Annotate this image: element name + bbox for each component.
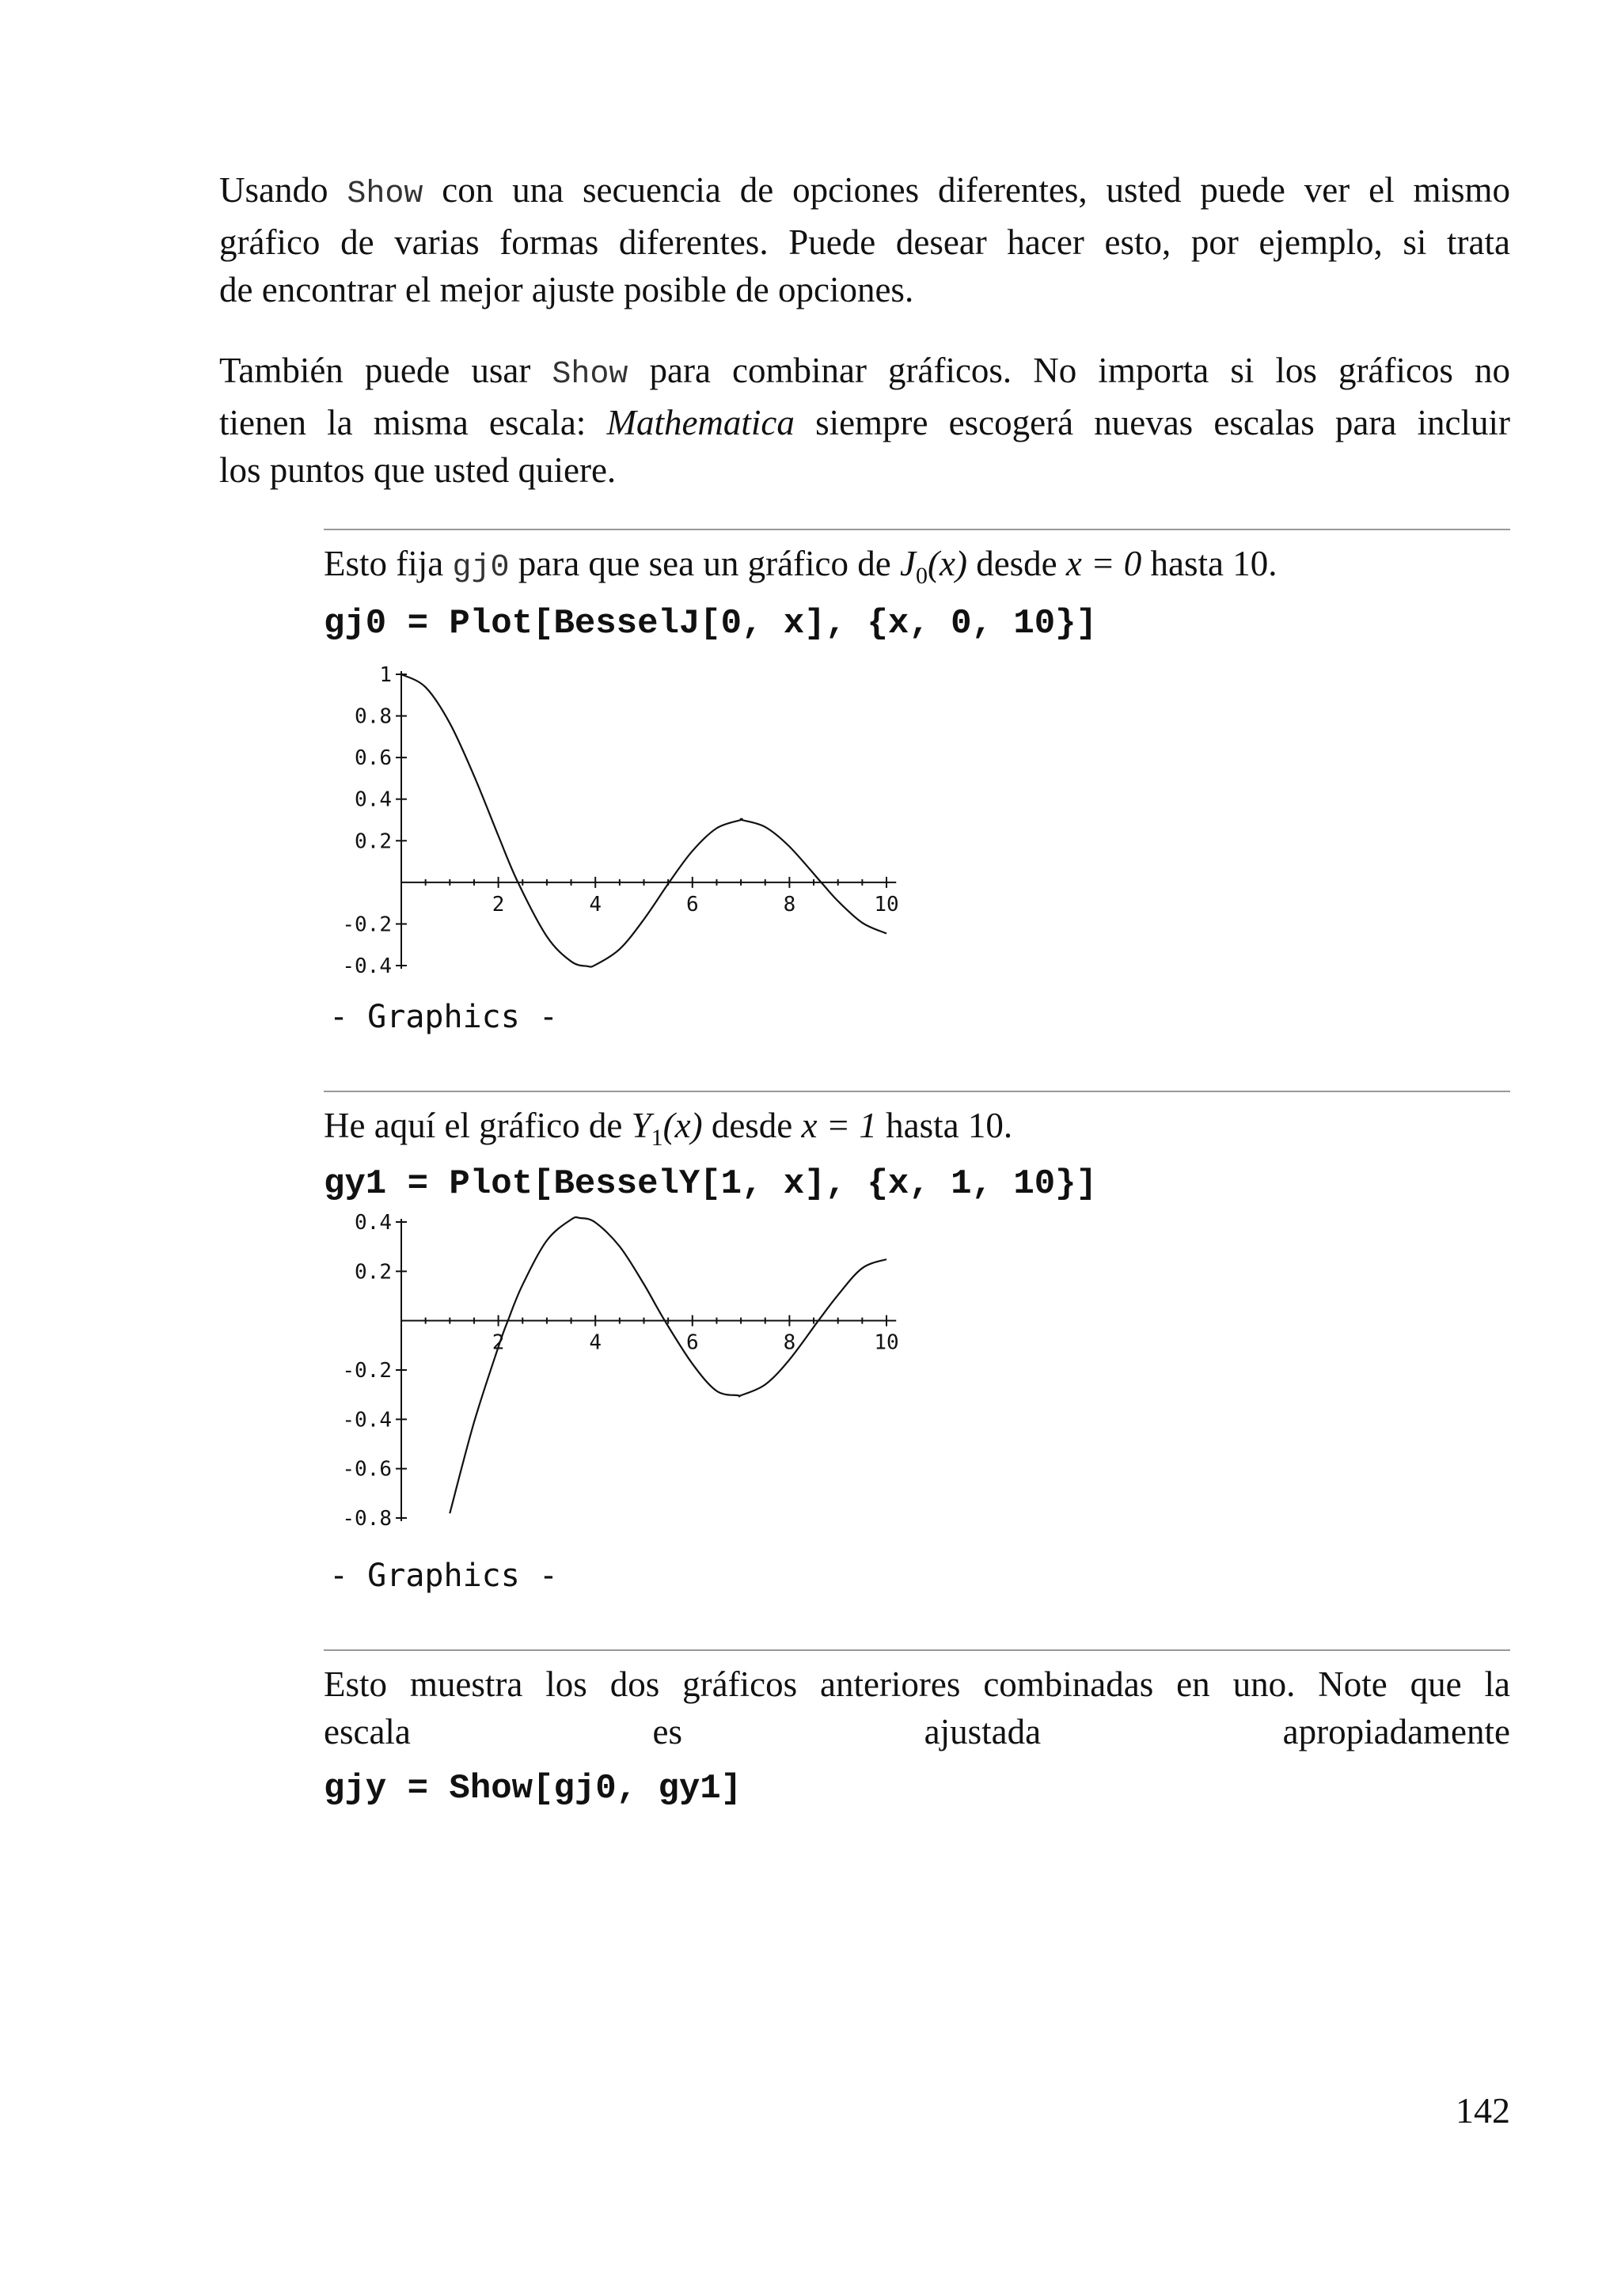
x-tick-label: 10 bbox=[874, 1330, 899, 1355]
cell-3-text bbox=[324, 1660, 1510, 1755]
y-tick-label: 0.6 bbox=[355, 746, 392, 771]
x-tick-label: 10 bbox=[874, 892, 899, 917]
y-tick-label: 0.4 bbox=[355, 787, 392, 812]
cell-1-text: Esto fija gj0 para que sea un gráfico de $J_0(x)$ desde x = 0 hasta 10. bbox=[324, 544, 1277, 589]
inline-code-show: Show bbox=[552, 357, 628, 393]
paragraph-2-line-1: También puede usar Show para combinar gráficos. No importa si los gráficos no bbox=[219, 351, 1510, 393]
x-tick-label: 2 bbox=[492, 1330, 505, 1355]
page-number: 142 bbox=[1456, 2090, 1510, 2131]
paragraph-2-line-3: los puntos que usted quiere. bbox=[219, 450, 617, 490]
plot-besselj0 bbox=[317, 657, 918, 981]
mathematica-italic: Mathematica bbox=[606, 403, 795, 442]
y-tick-label: 1 bbox=[379, 663, 392, 687]
paragraph-1-line-3: de encontrar el mejor ajuste posible de opciones. bbox=[219, 270, 914, 309]
paragraph-1-line-1: Usando Show con una secuencia de opciones diferentes, usted puede ver el mismo bbox=[219, 170, 1510, 212]
y-tick-label: 0.2 bbox=[355, 829, 392, 854]
x-tick-label: 8 bbox=[783, 1330, 796, 1355]
input-cell-gjy: gjy = Show[gj0, gy1] bbox=[324, 1769, 742, 1808]
y-tick-label: -0.6 bbox=[342, 1457, 392, 1482]
math-x-equals-0: x = 0 bbox=[1065, 544, 1142, 583]
inline-code-show: Show bbox=[347, 176, 423, 212]
y-tick-label: -0.4 bbox=[342, 1408, 392, 1433]
cell-divider bbox=[324, 529, 1510, 530]
inline-code-gj0: gj0 bbox=[452, 550, 510, 586]
cell-2-text: He aquí el gráfico de $Y_1(x)$ desde x = 1 hasta 10. bbox=[324, 1106, 1013, 1151]
y-tick-label: 0.8 bbox=[355, 704, 392, 729]
output-graphics-label-2: - Graphics - bbox=[329, 1558, 558, 1594]
y-tick-label: 0.4 bbox=[355, 1211, 392, 1235]
x-tick-label: 2 bbox=[492, 892, 505, 917]
input-cell-gy1: gy1 = Plot[BesselY[1, x], {x, 1, 10}] bbox=[324, 1164, 1097, 1204]
paragraph-2 bbox=[219, 347, 1510, 494]
math-y1: $Y_1(x)$ bbox=[631, 1106, 703, 1151]
y-tick-label: -0.2 bbox=[342, 1359, 392, 1383]
cell-divider bbox=[324, 1091, 1510, 1092]
cell-3-line-2: escala es ajustada apropiadamente bbox=[324, 1712, 1510, 1751]
x-tick-label: 6 bbox=[685, 892, 699, 917]
x-tick-label: 8 bbox=[783, 892, 796, 917]
input-cell-gj0: gj0 = Plot[BesselJ[0, x], {x, 0, 10}] bbox=[324, 604, 1097, 643]
y-tick-label: 0.2 bbox=[355, 1260, 392, 1285]
y-tick-label: -0.8 bbox=[342, 1507, 392, 1531]
math-j0: $J_0(x)$ bbox=[900, 544, 967, 589]
x-tick-label: 6 bbox=[685, 1330, 699, 1355]
math-x-equals-1: x = 1 bbox=[801, 1106, 877, 1145]
series-line bbox=[401, 674, 886, 967]
paragraph-1-line-2: gráfico de varias formas diferentes. Puede desear hacer esto, por ejemplo, si trata bbox=[219, 222, 1510, 262]
plot-bessely1 bbox=[317, 1211, 918, 1543]
x-tick-label: 4 bbox=[589, 892, 602, 917]
cell-3-line-1: Esto muestra los dos gráficos anteriores combinadas en uno. Note que la bbox=[324, 1664, 1510, 1704]
x-tick-label: 4 bbox=[589, 1330, 602, 1355]
paragraph-2-line-2: tienen la misma escala: Mathematica siempre escogerá nuevas escalas para incluir bbox=[219, 403, 1510, 442]
cell-divider bbox=[324, 1649, 1510, 1651]
y-tick-label: -0.2 bbox=[342, 913, 392, 937]
paragraph-1 bbox=[219, 166, 1510, 313]
y-tick-label: -0.4 bbox=[342, 954, 392, 978]
series-line bbox=[450, 1217, 886, 1513]
output-graphics-label-1: - Graphics - bbox=[329, 999, 558, 1035]
